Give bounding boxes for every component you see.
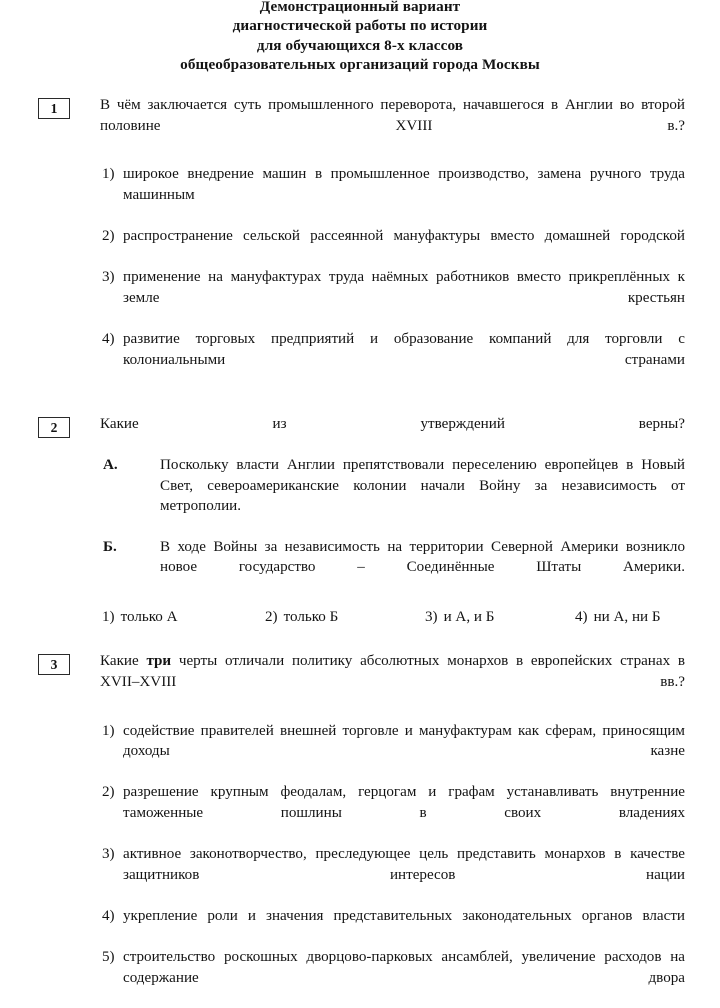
option-marker: 3) — [102, 269, 115, 286]
option-marker: 2) — [265, 609, 278, 626]
option-marker: 3) — [102, 846, 115, 863]
statement-item — [100, 537, 685, 598]
option-text: укрепление роли и значения представительных законодательных органов власти — [123, 907, 685, 924]
option-text: активное законотворчество, преследующее цель представить монархов в качестве защитников интересов нации — [123, 846, 685, 883]
option-marker: 2) — [102, 784, 115, 801]
option-marker: 3) — [425, 609, 438, 626]
question-1-options — [100, 164, 685, 390]
option-text: распространение сельской рассеянной мануфактуры вместо домашней городской — [123, 228, 685, 245]
option-item[interactable] — [100, 226, 685, 267]
question-3-options — [100, 721, 685, 1008]
question-3-stem-suffix: черты отличали политику абсолютных монархов в европейских странах в XVII–XVIII вв.? — [100, 653, 686, 690]
question-3-stem-emphasis: три — [146, 653, 172, 670]
question-number-box-2: 2 — [38, 417, 70, 438]
question-2 — [0, 414, 720, 627]
option-text: широкое внедрение машин в промышленное производство, замена ручного труда машинным — [123, 166, 685, 203]
option-marker: 1) — [102, 722, 115, 739]
option-marker: 2) — [102, 228, 115, 245]
statement-text: Поскольку власти Англии препятствовали переселению европейцев в Новый Свет, североамериканские колонии начали Войну за независимость от метрополии. — [160, 457, 685, 514]
option-marker: 4) — [102, 907, 115, 924]
document-title — [0, 0, 720, 74]
option-item[interactable] — [425, 607, 575, 627]
question-3 — [0, 651, 720, 1008]
option-text: применение на мануфактурах труда наёмных работников вместо прикреплённых к земле крестьян — [123, 269, 685, 306]
option-marker: 4) — [102, 331, 115, 348]
document-title-line-3: для обучающихся 8-х классов — [256, 36, 464, 54]
option-text: и А, и Б — [443, 609, 495, 626]
option-item[interactable] — [265, 607, 425, 627]
option-text: только А — [120, 609, 178, 626]
option-text: разрешение крупным феодалам, герцогам и графам устанавливать внутренние таможенные пошлины в своих владениях — [123, 784, 685, 821]
option-item[interactable] — [100, 164, 685, 225]
question-2-options — [100, 607, 685, 627]
question-1 — [0, 95, 720, 390]
question-number-box-3: 3 — [38, 654, 70, 675]
document-title-line-1: Демонстрационный вариант — [259, 0, 461, 15]
option-item[interactable] — [100, 906, 685, 947]
option-text: развитие торговых предприятий и образование компаний для торговли с колониальными странами — [123, 331, 685, 368]
question-list — [0, 95, 720, 1008]
option-marker: 1) — [102, 166, 115, 183]
question-1-stem: В чём заключается суть промышленного переворота, начавшегося в Англии во второй половине XVIII в.? — [100, 97, 685, 134]
option-text: только Б — [283, 609, 339, 626]
option-text: строительство роскошных дворцово-парковых ансамблей, увеличение расходов на содержание двора — [123, 949, 685, 986]
statement-label: Б. — [103, 538, 117, 555]
statement-item — [100, 455, 685, 537]
option-item[interactable] — [100, 947, 685, 1008]
option-item[interactable] — [100, 267, 685, 328]
document-title-line-4: общеобразовательных организаций города Москвы — [180, 55, 540, 73]
option-item[interactable] — [575, 607, 661, 627]
question-3-stem — [100, 651, 685, 712]
option-marker: 4) — [575, 609, 588, 626]
option-marker: 1) — [102, 609, 115, 626]
option-text: содействие правителей внешней торговле и мануфактурам как сферам, приносящим доходы казне — [123, 722, 685, 760]
document-title-line-2: диагностической работы по истории — [232, 17, 488, 35]
option-item[interactable] — [102, 607, 265, 627]
question-2-statements — [100, 455, 685, 598]
option-marker: 5) — [102, 949, 115, 966]
statement-text: В ходе Войны за независимость на территории Северной Америки возникло новое государство – Соединённые Штаты Америки. — [160, 538, 685, 576]
question-2-stem: Какие из утверждений верны? — [100, 416, 685, 433]
question-3-stem-prefix: Какие — [100, 653, 147, 670]
question-number-box-1: 1 — [38, 98, 70, 119]
option-item[interactable] — [100, 782, 685, 843]
statement-label: А. — [103, 457, 118, 474]
option-item[interactable] — [100, 844, 685, 905]
option-text: ни А, ни Б — [593, 609, 661, 626]
option-item[interactable] — [100, 329, 685, 390]
